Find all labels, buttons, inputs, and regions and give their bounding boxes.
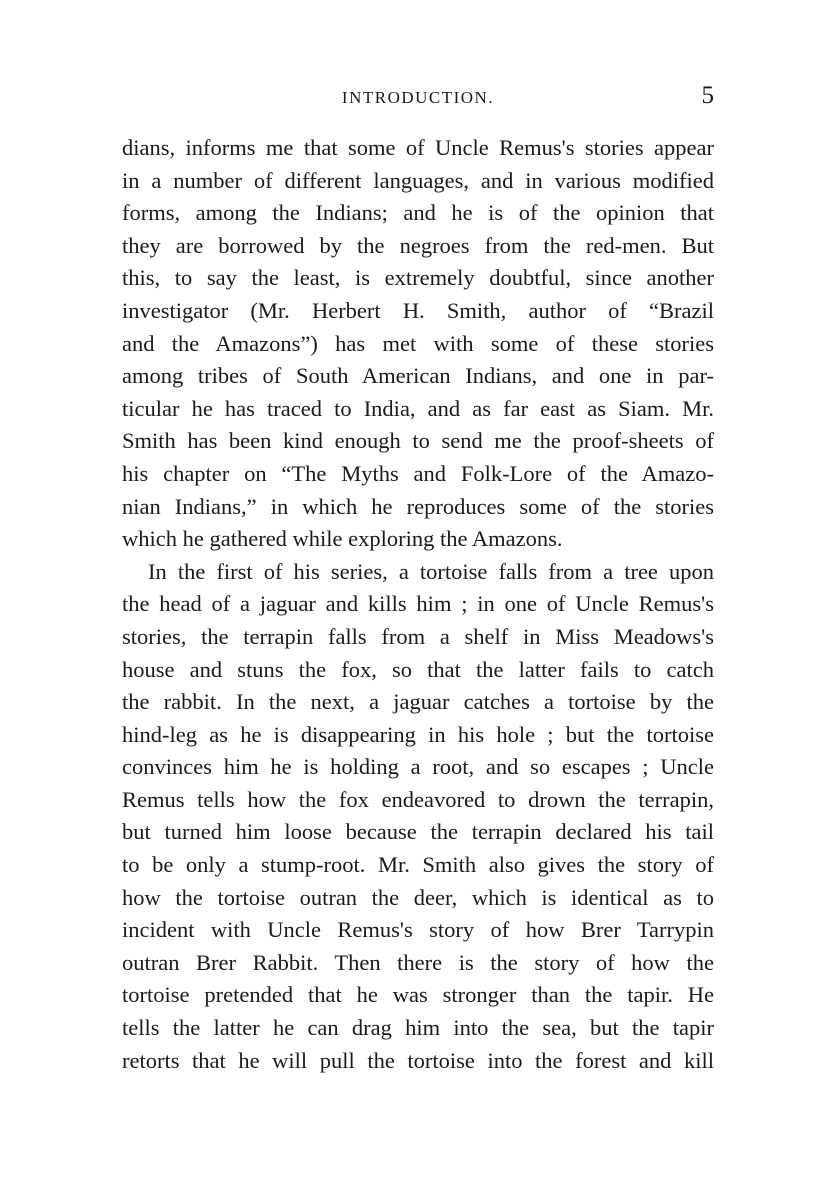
text-line: Smith has been kind enough to send me the proof-sheets of: [122, 428, 714, 454]
text-line: nian Indians,” in which he reproduces some of the stories: [122, 493, 714, 519]
text-line: ticular he has traced to India, and as far east as Siam. Mr.: [122, 395, 714, 421]
text-line: hind-leg as he is disappearing in his hole ; but the tortoise: [122, 721, 714, 747]
running-head: [122, 82, 714, 116]
text-line: to be only a stump-root. Mr. Smith also gives the story of: [122, 852, 714, 878]
paragraph-first-line: In the first of his series, a tortoise falls from a tree upon: [148, 558, 714, 584]
text-line: dians, informs me that some of Uncle Remus's stories appear: [122, 135, 714, 160]
text-line: stories, the terrapin falls from a shelf in Miss Meadows's: [122, 623, 714, 649]
text-line: this, to say the least, is extremely doubtful, since another: [122, 265, 714, 291]
paragraph-last-line: which he gathered while exploring the Amazons.: [122, 526, 563, 552]
body-text: [122, 132, 714, 1077]
text-line: his chapter on “The Myths and Folk-Lore of the Amazo-: [122, 460, 714, 486]
text-line: retorts that he will pull the tortoise into the forest and kill: [122, 1047, 714, 1073]
text-line: Remus tells how the fox endeavored to drown the terrapin,: [122, 786, 714, 812]
text-line: among tribes of South American Indians, and one in par-: [122, 363, 714, 389]
text-line: and the Amazons”) has met with some of these stories: [122, 330, 714, 356]
text-line: forms, among the Indians; and he is of the opinion that: [122, 200, 714, 226]
running-title: INTRODUCTION.: [341, 88, 495, 107]
text-line: the head of a jaguar and kills him ; in one of Uncle Remus's: [122, 591, 714, 617]
text-line: outran Brer Rabbit. Then there is the story of how the: [122, 949, 714, 975]
text-line: tells the latter he can drag him into the sea, but the tapir: [122, 1015, 714, 1041]
text-line: how the tortoise outran the deer, which is identical as to: [122, 884, 714, 910]
page-number: 5: [701, 82, 714, 109]
text-line: incident with Uncle Remus's story of how Brer Tarrypin: [122, 917, 714, 943]
text-line: in a number of different languages, and in various modified: [122, 167, 714, 193]
text-line: they are borrowed by the negroes from the red-men. But: [122, 232, 714, 258]
text-line: convinces him he is holding a root, and so escapes ; Uncle: [122, 754, 714, 780]
text-line: investigator (Mr. Herbert H. Smith, author of “Brazil: [122, 297, 714, 323]
text-line: house and stuns the fox, so that the latter fails to catch: [122, 656, 714, 682]
text-line: tortoise pretended that he was stronger than the tapir. He: [122, 982, 714, 1008]
text-line: but turned him loose because the terrapin declared his tail: [122, 819, 714, 845]
text-line: the rabbit. In the next, a jaguar catches a tortoise by the: [122, 689, 714, 715]
